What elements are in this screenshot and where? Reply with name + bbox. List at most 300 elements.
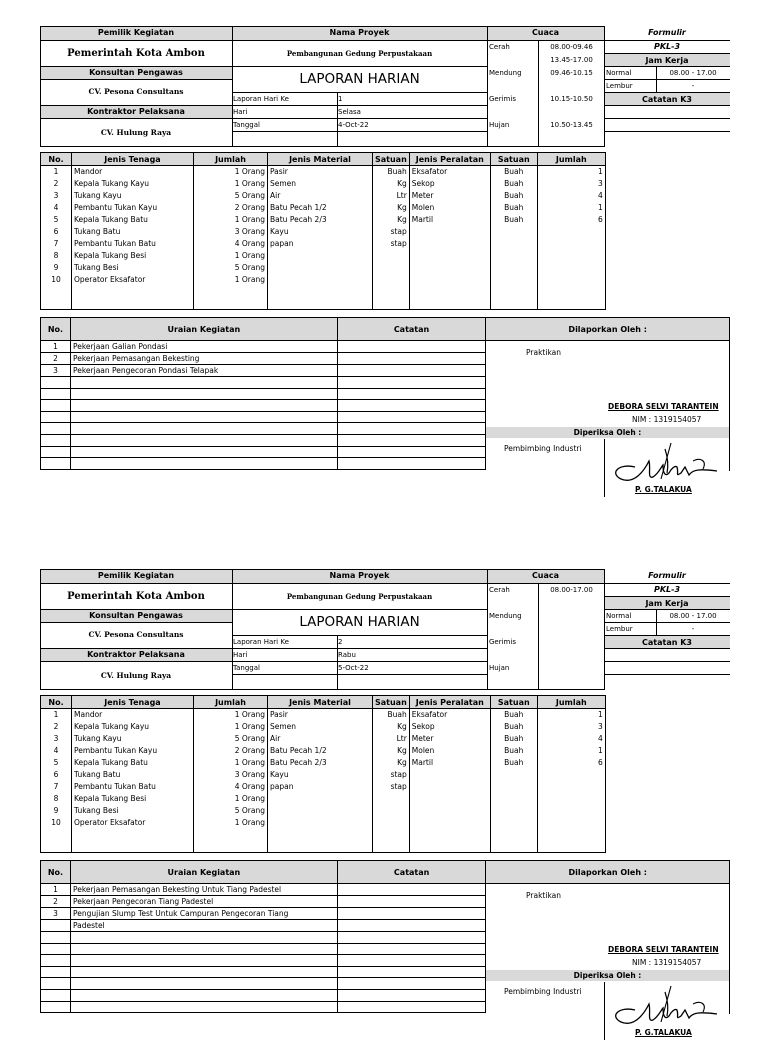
activity-description — [70, 1001, 337, 1013]
resource-cell: 1 Orang — [194, 757, 268, 769]
cuaca-waktu — [539, 132, 604, 144]
activity-no — [41, 978, 71, 990]
table-row — [41, 286, 606, 298]
resource-col-header: Jenis Tenaga — [72, 153, 194, 166]
resource-cell: 7 — [41, 781, 72, 793]
activity-col-header: Dilaporkan Oleh : — [486, 861, 730, 884]
activity-no — [41, 943, 71, 955]
resource-cell: Batu Pecah 1/2 — [268, 202, 373, 214]
student-name: DEBORA SELVI TARANTEIN — [608, 402, 719, 411]
table-row — [41, 190, 606, 202]
pemilik-value: Pemerintah Kota Ambon — [67, 48, 205, 59]
resource-cell — [373, 805, 410, 817]
resource-cell: 7 — [41, 238, 72, 250]
resource-cell — [537, 250, 605, 262]
resource-cell — [373, 817, 410, 829]
hari-value: Selasa — [338, 108, 361, 116]
activity-no — [41, 377, 71, 389]
cuaca-waktu — [539, 649, 604, 661]
resource-cell — [490, 262, 537, 274]
resource-cell: Tukang Besi — [72, 262, 194, 274]
cuaca-label: Cuaca — [487, 569, 604, 583]
resource-cell — [537, 793, 605, 805]
activity-no: 1 — [41, 884, 71, 896]
resource-cell — [373, 829, 410, 841]
lembur-label: Lembur — [606, 82, 633, 90]
resource-cell: Batu Pecah 1/2 — [268, 745, 373, 757]
activity-no — [41, 920, 71, 932]
resource-cell: Buah — [490, 214, 537, 226]
proyek-value: Pembangunan Gedung Perpustakaan — [286, 49, 433, 58]
activity-description — [70, 434, 337, 446]
resource-col-header: Jumlah — [537, 696, 605, 709]
activity-no — [41, 966, 71, 978]
resource-cell: Meter — [409, 190, 490, 202]
resource-cell: Tukang Kayu — [72, 733, 194, 745]
resource-cell: 10 — [41, 817, 72, 829]
tanggal-label: Tanggal — [233, 664, 260, 672]
diperiksa-label: Diperiksa Oleh : — [486, 970, 729, 981]
resource-cell: 5 — [41, 214, 72, 226]
resource-cell — [409, 781, 490, 793]
resource-cell: Operator Eksafator — [72, 817, 194, 829]
activity-note — [337, 908, 486, 920]
resource-cell: 5 Orang — [194, 262, 268, 274]
resource-cell: Molen — [409, 202, 490, 214]
resource-cell — [41, 829, 72, 841]
resource-cell — [268, 829, 373, 841]
table-row — [41, 262, 606, 274]
resource-cell: Buah — [490, 757, 537, 769]
activity-no: 3 — [41, 908, 71, 920]
cuaca-kondisi — [489, 649, 537, 661]
normal-label: Normal — [606, 612, 632, 620]
resource-col-header: Satuan — [373, 153, 410, 166]
resource-cell: 4 — [537, 190, 605, 202]
resource-col-header: Satuan — [373, 696, 410, 709]
resource-cell — [409, 262, 490, 274]
praktikan-label: Praktikan — [526, 891, 561, 900]
konsultan-value: CV. Pesona Consultans — [88, 630, 184, 639]
resource-cell: 6 — [537, 214, 605, 226]
pembimbing-label: Pembimbing Industri — [504, 444, 582, 453]
activity-note — [337, 932, 486, 944]
cuaca-waktu: 13.45-17.00 — [550, 56, 593, 64]
report-header — [40, 26, 730, 147]
activity-note — [337, 989, 486, 1001]
catatan-k3-label: Catatan K3 — [604, 93, 730, 106]
daily-report-2 — [40, 569, 730, 1037]
resource-cell: Tukang Batu — [72, 769, 194, 781]
resource-cell: Mandor — [72, 166, 194, 178]
resource-cell: 6 — [537, 757, 605, 769]
activity-note — [337, 955, 486, 967]
laporan-value: 1 — [338, 95, 343, 103]
resource-table — [40, 152, 606, 310]
supervisor-name: P. G.TALAKUA — [635, 485, 692, 494]
resource-cell: 3 — [41, 190, 72, 202]
resource-cell: 5 Orang — [194, 805, 268, 817]
resource-cell: 1 Orang — [194, 793, 268, 805]
kontraktor-value: CV. Hulung Raya — [100, 128, 172, 137]
table-row — [41, 226, 606, 238]
table-row — [41, 781, 606, 793]
daily-report-1 — [40, 26, 730, 494]
resource-cell — [409, 769, 490, 781]
normal-value: 08.00 - 17.00 — [669, 69, 717, 77]
resource-cell — [490, 226, 537, 238]
supervisor-name: P. G.TALAKUA — [635, 1028, 692, 1037]
catatan-k3-label: Catatan K3 — [604, 636, 730, 649]
activity-description: Pekerjaan Pengecoran Pondasi Telapak — [70, 365, 337, 377]
resource-col-header: Satuan — [490, 696, 537, 709]
resource-cell — [537, 769, 605, 781]
resource-cell: Ltr — [373, 733, 410, 745]
resource-cell: Pembantu Tukan Batu — [72, 238, 194, 250]
resource-cell — [41, 286, 72, 298]
activity-note — [337, 920, 486, 932]
cuaca-waktu — [539, 623, 604, 635]
resource-cell: Kg — [373, 721, 410, 733]
activity-col-header: Dilaporkan Oleh : — [486, 318, 730, 341]
student-name: DEBORA SELVI TARANTEIN — [608, 945, 719, 954]
activity-col-header: No. — [41, 318, 71, 341]
resource-cell: 3 — [537, 178, 605, 190]
activity-note — [337, 966, 486, 978]
resource-cell — [373, 298, 410, 310]
resource-cell — [409, 250, 490, 262]
resource-cell — [194, 841, 268, 853]
resource-cell: Kepala Tukang Batu — [72, 757, 194, 769]
activity-col-header: Uraian Kegiatan — [70, 318, 337, 341]
pembimbing-label: Pembimbing Industri — [504, 987, 582, 996]
resource-cell — [537, 238, 605, 250]
activity-no — [41, 434, 71, 446]
resource-cell — [373, 793, 410, 805]
resource-cell: 9 — [41, 262, 72, 274]
resource-cell: Kg — [373, 202, 410, 214]
tanggal-label: Tanggal — [233, 121, 260, 129]
tanggal-value: 5-Oct-22 — [338, 664, 369, 672]
resource-cell — [490, 781, 537, 793]
activity-no: 2 — [41, 896, 71, 908]
activity-note — [337, 896, 486, 908]
resource-cell — [490, 805, 537, 817]
activity-note — [337, 400, 486, 412]
activity-no: 2 — [41, 353, 71, 365]
resource-cell — [490, 250, 537, 262]
table-row — [41, 298, 606, 310]
activity-note — [337, 1001, 486, 1013]
resource-cell: Molen — [409, 745, 490, 757]
activity-note — [337, 423, 486, 435]
resource-cell — [41, 298, 72, 310]
activity-note — [337, 458, 486, 470]
activity-description — [70, 978, 337, 990]
resource-cell: 1 — [537, 202, 605, 214]
table-row — [41, 238, 606, 250]
student-nim: NIM : 1319154057 — [632, 415, 702, 424]
table-row — [41, 805, 606, 817]
activity-description: Padestel — [70, 920, 337, 932]
resource-cell: Pasir — [268, 166, 373, 178]
resource-cell — [41, 841, 72, 853]
activity-no — [41, 932, 71, 944]
resource-cell — [537, 781, 605, 793]
proyek-label: Nama Proyek — [232, 569, 487, 583]
activity-no: 1 — [41, 341, 71, 353]
hari-label: Hari — [233, 651, 248, 659]
resource-cell: Kepala Tukang Batu — [72, 214, 194, 226]
activity-description — [70, 955, 337, 967]
resource-cell — [268, 841, 373, 853]
resource-cell — [373, 841, 410, 853]
resource-cell: Batu Pecah 2/3 — [268, 214, 373, 226]
resource-cell: 4 — [41, 745, 72, 757]
resource-cell — [268, 274, 373, 286]
resource-cell: 1 Orang — [194, 817, 268, 829]
cuaca-kondisi: Mendung — [489, 612, 522, 620]
kontraktor-label: Kontraktor Pelaksana — [40, 648, 232, 662]
resource-cell — [72, 298, 194, 310]
resource-cell: 1 — [41, 166, 72, 178]
resource-cell — [409, 817, 490, 829]
resource-cell — [409, 841, 490, 853]
cuaca-kondisi — [489, 623, 537, 635]
table-row — [41, 721, 606, 733]
resource-cell: Tukang Batu — [72, 226, 194, 238]
resource-cell: Kepala Tukang Besi — [72, 793, 194, 805]
activity-no — [41, 955, 71, 967]
resource-cell — [268, 298, 373, 310]
jam-kerja-label: Jam Kerja — [604, 597, 730, 610]
cuaca-kondisi — [489, 54, 537, 66]
resource-cell: 5 Orang — [194, 190, 268, 202]
cuaca-kondisi: Cerah — [489, 43, 510, 51]
table-row — [41, 166, 606, 178]
resource-cell: 1 Orang — [194, 250, 268, 262]
resource-cell — [537, 817, 605, 829]
cuaca-kondisi: Hujan — [489, 664, 510, 672]
resource-cell — [409, 793, 490, 805]
resource-cell — [409, 274, 490, 286]
resource-col-header: Jenis Peralatan — [409, 696, 490, 709]
resource-cell: Sekop — [409, 721, 490, 733]
kontraktor-value: CV. Hulung Raya — [100, 671, 172, 680]
lembur-label: Lembur — [606, 625, 633, 633]
proyek-value: Pembangunan Gedung Perpustakaan — [286, 592, 433, 601]
resource-cell — [490, 238, 537, 250]
activity-description — [70, 966, 337, 978]
resource-col-header: Jenis Material — [268, 696, 373, 709]
resource-cell: Buah — [490, 166, 537, 178]
lembur-value: - — [691, 625, 695, 633]
report-header — [40, 569, 730, 690]
activity-note — [337, 365, 486, 377]
table-row — [41, 178, 606, 190]
activity-no — [41, 388, 71, 400]
tanggal-value: 4-Oct-22 — [338, 121, 369, 129]
activity-col-header: Catatan — [337, 861, 486, 884]
resource-cell: Ltr — [373, 190, 410, 202]
resource-cell: 9 — [41, 805, 72, 817]
formulir-label: Formulir — [648, 28, 686, 37]
activity-note — [337, 978, 486, 990]
resource-cell — [409, 238, 490, 250]
resource-cell: papan — [268, 781, 373, 793]
table-row — [41, 214, 606, 226]
laporan-label: Laporan Hari Ke — [233, 95, 289, 103]
konsultan-label: Konsultan Pengawas — [40, 609, 232, 622]
resource-col-header: Jenis Tenaga — [72, 696, 194, 709]
resource-cell — [72, 286, 194, 298]
resource-cell: 1 Orang — [194, 274, 268, 286]
pemilik-label: Pemilik Kegiatan — [40, 26, 232, 40]
resource-cell — [490, 817, 537, 829]
activity-note — [337, 341, 486, 353]
resource-cell: Semen — [268, 721, 373, 733]
resource-cell: 8 — [41, 793, 72, 805]
cuaca-waktu — [539, 80, 604, 92]
formulir-value: PKL-3 — [653, 42, 681, 51]
resource-cell — [490, 793, 537, 805]
resource-cell: 2 — [41, 721, 72, 733]
table-row — [41, 817, 606, 829]
resource-cell: Air — [268, 190, 373, 202]
resource-cell: 4 — [41, 202, 72, 214]
resource-cell: Buah — [490, 721, 537, 733]
resource-cell — [72, 829, 194, 841]
resource-cell: Buah — [373, 709, 410, 721]
resource-cell — [537, 841, 605, 853]
resource-cell — [490, 841, 537, 853]
cuaca-waktu: 10.50-13.45 — [550, 121, 593, 129]
activity-description — [70, 411, 337, 423]
cuaca-waktu: 08.00-09.46 — [550, 43, 593, 51]
resource-cell — [373, 250, 410, 262]
resource-cell: Batu Pecah 2/3 — [268, 757, 373, 769]
resource-cell: 8 — [41, 250, 72, 262]
resource-cell: 5 — [41, 757, 72, 769]
table-row — [41, 757, 606, 769]
resource-cell — [373, 286, 410, 298]
table-row — [41, 202, 606, 214]
resource-cell: stap — [373, 226, 410, 238]
resource-cell: Kg — [373, 757, 410, 769]
cuaca-kondisi — [489, 132, 537, 144]
resource-cell — [409, 298, 490, 310]
resource-cell: Kayu — [268, 769, 373, 781]
resource-cell: 1 Orang — [194, 214, 268, 226]
activity-col-header: Uraian Kegiatan — [70, 861, 337, 884]
activity-description: Pengujian Slump Test Untuk Campuran Pengecoran Tiang — [70, 908, 337, 920]
resource-cell — [268, 817, 373, 829]
resource-cell: Eksafator — [409, 709, 490, 721]
student-nim: NIM : 1319154057 — [632, 958, 702, 967]
resource-col-header: No. — [41, 153, 72, 166]
cuaca-kondisi: Cerah — [489, 586, 510, 594]
normal-label: Normal — [606, 69, 632, 77]
resource-cell: Buah — [490, 745, 537, 757]
resource-cell: Buah — [490, 202, 537, 214]
table-row — [41, 250, 606, 262]
resource-cell — [490, 769, 537, 781]
cuaca-kondisi: Hujan — [489, 121, 510, 129]
resource-cell: stap — [373, 781, 410, 793]
activity-description — [70, 932, 337, 944]
activity-description — [70, 377, 337, 389]
kontraktor-label: Kontraktor Pelaksana — [40, 105, 232, 119]
signature-image — [605, 982, 729, 1030]
resource-cell: Buah — [490, 709, 537, 721]
resource-cell — [194, 286, 268, 298]
resource-cell: Kayu — [268, 226, 373, 238]
resource-cell — [537, 286, 605, 298]
resource-cell: 3 — [41, 733, 72, 745]
activity-no — [41, 458, 71, 470]
pemilik-value: Pemerintah Kota Ambon — [67, 591, 205, 602]
activity-note — [337, 411, 486, 423]
cuaca-kondisi — [489, 597, 537, 609]
resource-cell: Semen — [268, 178, 373, 190]
resource-cell: 4 — [537, 733, 605, 745]
resource-cell — [409, 286, 490, 298]
resource-cell: 6 — [41, 769, 72, 781]
resource-col-header: Satuan — [490, 153, 537, 166]
resource-cell: Sekop — [409, 178, 490, 190]
resource-cell — [537, 262, 605, 274]
resource-cell: Kg — [373, 214, 410, 226]
resource-cell — [490, 829, 537, 841]
resource-cell — [194, 298, 268, 310]
resource-cell: 1 Orang — [194, 709, 268, 721]
resource-cell: 1 — [537, 709, 605, 721]
resource-table — [40, 695, 606, 853]
resource-cell — [268, 286, 373, 298]
resource-cell — [268, 793, 373, 805]
hari-value: Rabu — [338, 651, 356, 659]
activity-no: 3 — [41, 365, 71, 377]
resource-cell: Pembantu Tukan Kayu — [72, 202, 194, 214]
cuaca-kondisi: Gerimis — [489, 95, 516, 103]
resource-cell — [537, 805, 605, 817]
activity-note — [337, 434, 486, 446]
resource-cell — [268, 250, 373, 262]
resource-cell — [373, 262, 410, 274]
cuaca-waktu — [539, 106, 604, 118]
resource-cell: Buah — [373, 166, 410, 178]
lembur-value: - — [691, 82, 695, 90]
resource-cell: Kg — [373, 178, 410, 190]
resource-cell: Martil — [409, 214, 490, 226]
activity-no — [41, 411, 71, 423]
activity-description: Pekerjaan Pemasangan Bekesting Untuk Tiang Padestel — [70, 884, 337, 896]
resource-cell: Meter — [409, 733, 490, 745]
resource-cell — [537, 298, 605, 310]
activity-note — [337, 884, 486, 896]
resource-cell: Tukang Kayu — [72, 190, 194, 202]
activity-description — [70, 989, 337, 1001]
resource-cell: Pasir — [268, 709, 373, 721]
table-row — [41, 745, 606, 757]
document-title: LAPORAN HARIAN — [299, 71, 420, 87]
resource-cell: 3 Orang — [194, 769, 268, 781]
resource-cell: 2 Orang — [194, 202, 268, 214]
jam-kerja-label: Jam Kerja — [604, 54, 730, 67]
resource-cell: Kepala Tukang Kayu — [72, 721, 194, 733]
resource-cell — [268, 805, 373, 817]
cuaca-waktu — [539, 610, 604, 622]
